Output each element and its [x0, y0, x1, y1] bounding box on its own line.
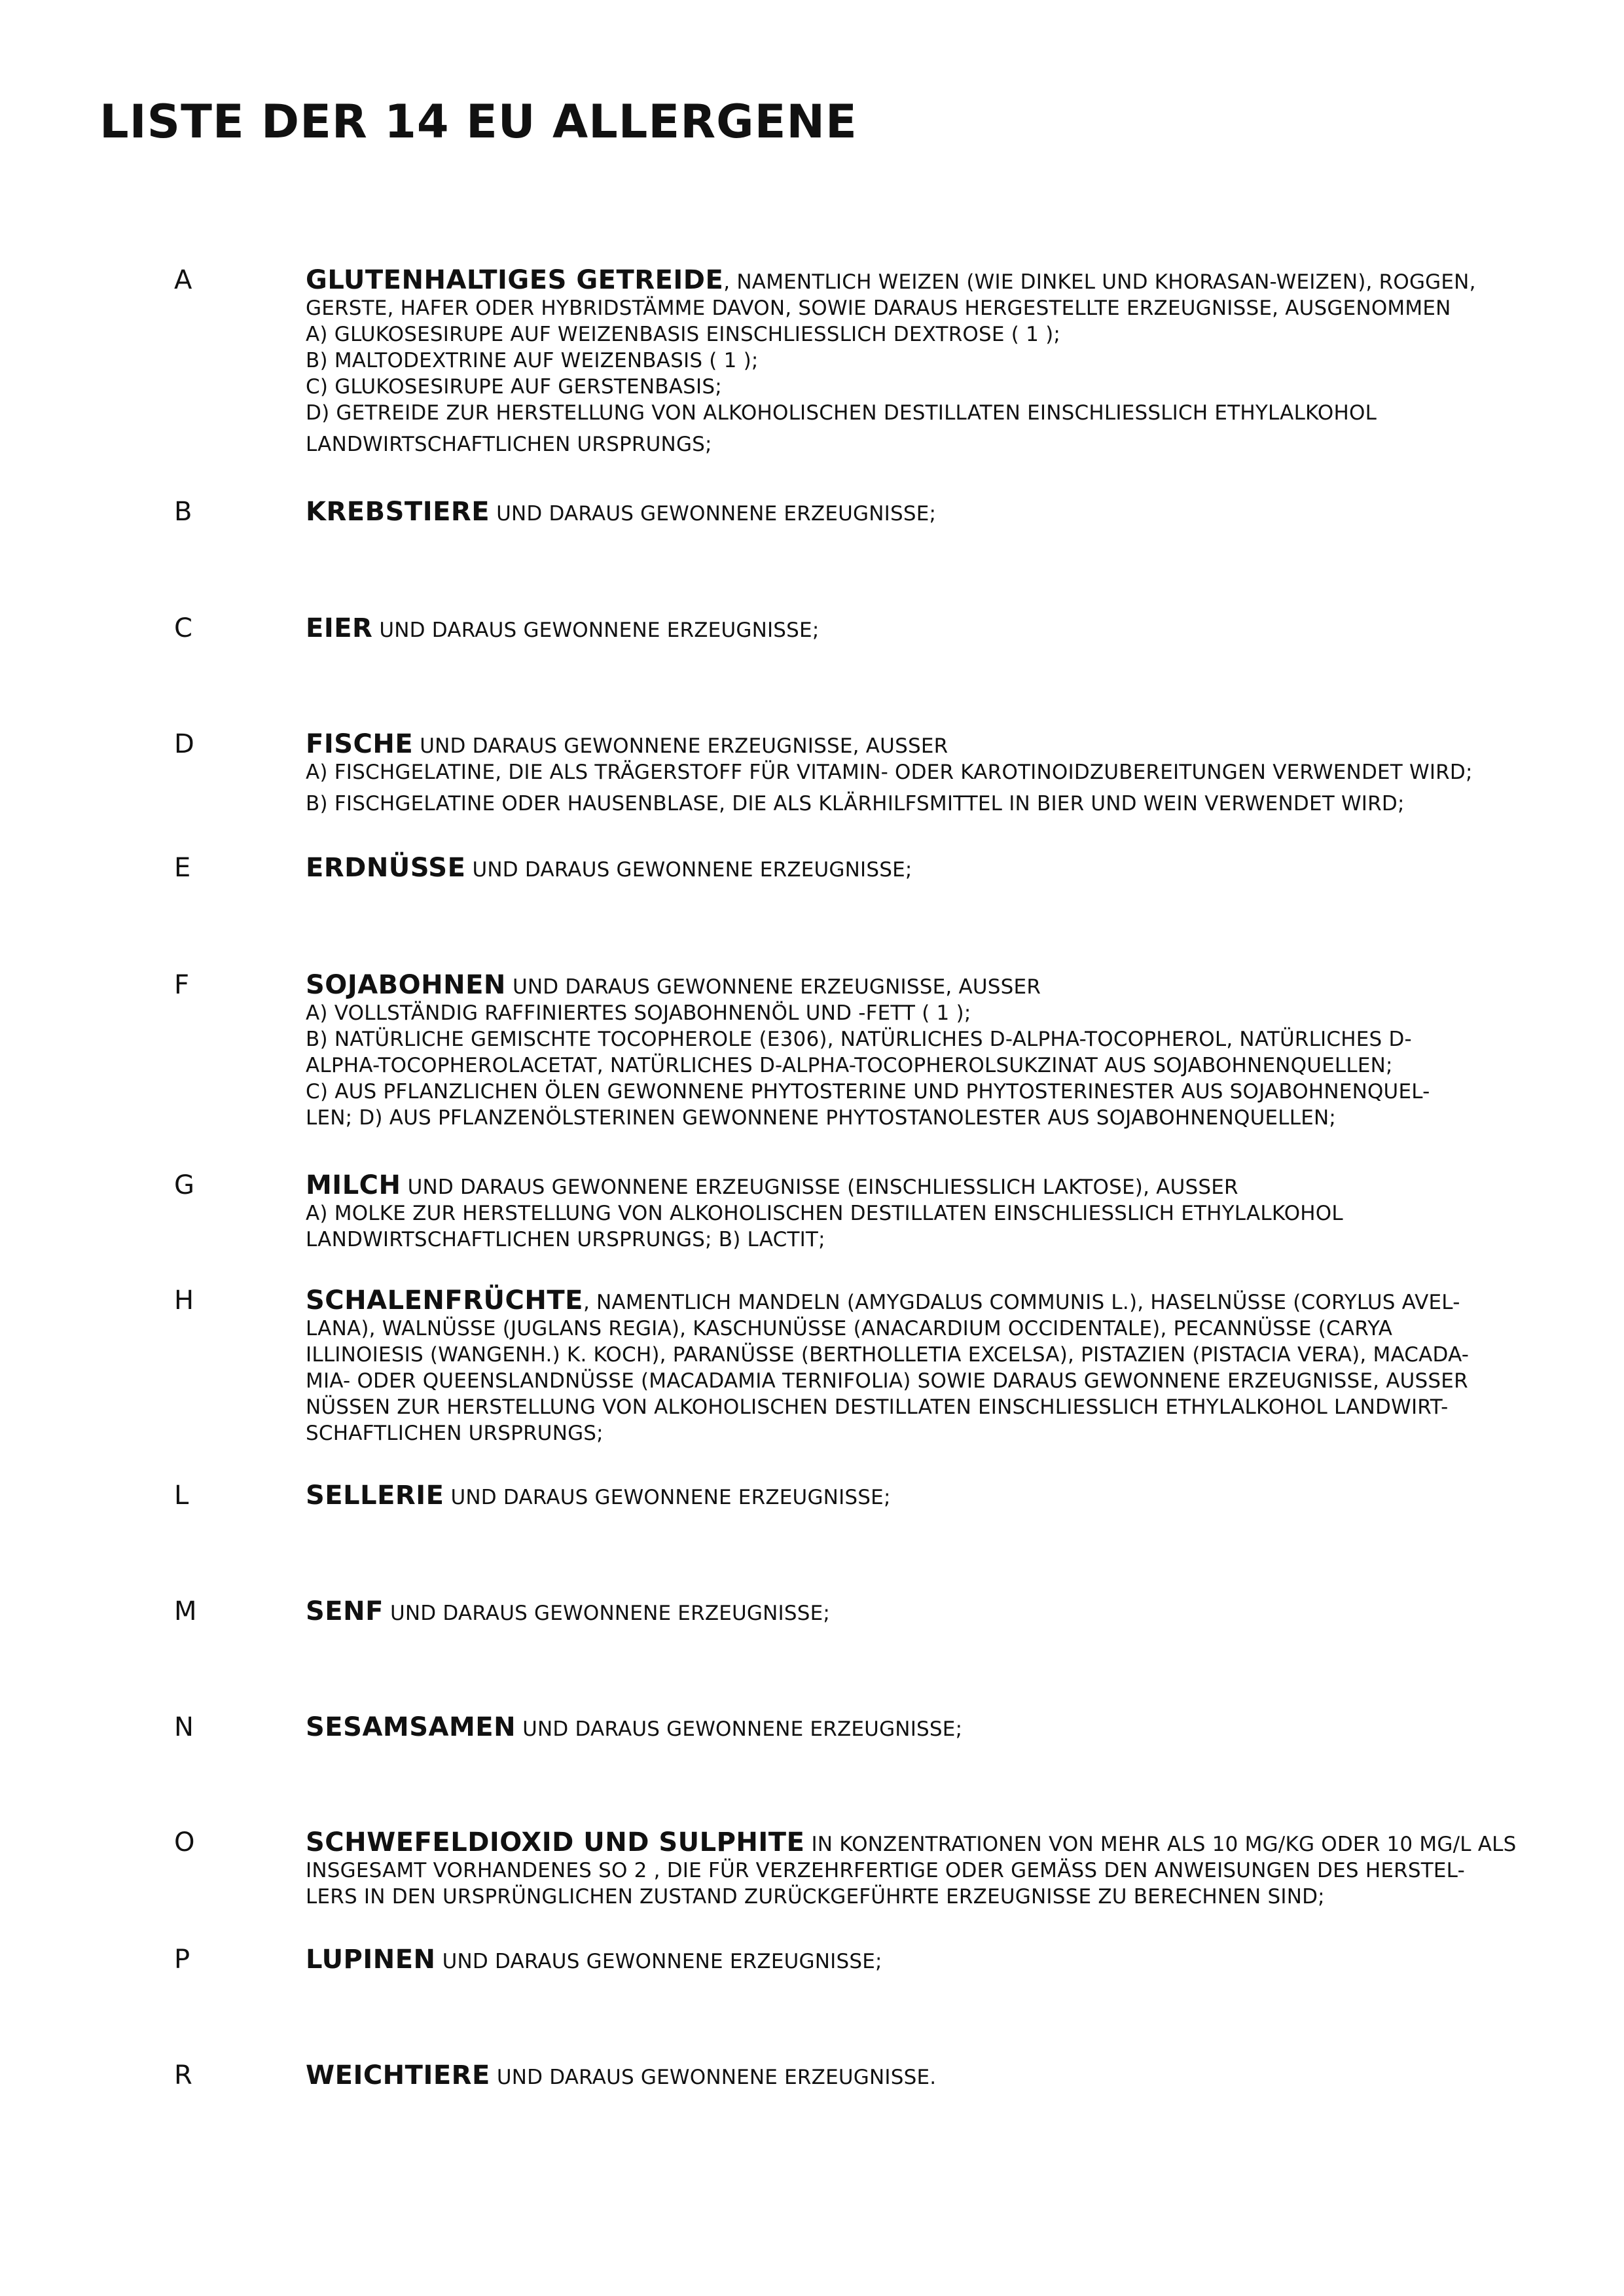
- allergen-name: ERDNÜSSE: [306, 853, 466, 883]
- allergen-first-line: [306, 265, 1476, 295]
- allergen-letter: G: [174, 1170, 194, 1200]
- allergen-description: [306, 855, 1471, 883]
- allergen-first-line: [306, 1482, 1471, 1511]
- allergen-detail-line: LANDWIRTSCHAFTLICHEN URSPRUNGS;: [306, 433, 712, 456]
- allergen-name: SOJABOHNEN: [306, 970, 506, 1000]
- allergen-first-text: UND DARAUS GEWONNENE ERZEUGNISSE;: [490, 502, 937, 526]
- allergen-first-text: UND DARAUS GEWONNENE ERZEUGNISSE;: [444, 1486, 891, 1509]
- allergen-description: [306, 1827, 1517, 1910]
- allergen-description: [306, 1714, 1471, 1742]
- allergen-letter: L: [174, 1480, 189, 1511]
- allergen-name: SENF: [306, 1596, 384, 1626]
- allergen-letter: N: [174, 1712, 194, 1742]
- allergen-description: [306, 1287, 1471, 1446]
- allergen-description: [306, 2062, 1471, 2090]
- allergen-letter: E: [174, 853, 191, 883]
- allergen-detail-line: ILLINOIESIS (WANGENH.) K. KOCH), PARANÜSSE (BERTHOLLETIA EXCELSA), PISTAZIEN (PISTACIA VERA), MACADA-: [306, 1343, 1470, 1367]
- allergen-name: SCHALENFRÜCHTE: [306, 1285, 583, 1316]
- allergen-first-line: [306, 1287, 1471, 1316]
- allergen-description: [306, 1946, 1471, 1975]
- allergen-letter: P: [174, 1945, 190, 1975]
- allergen-name: MILCH: [306, 1170, 401, 1200]
- allergen-detail-line: A) MOLKE ZUR HERSTELLUNG VON ALKOHOLISCHEN DESTILLATEN EINSCHLIESSLICH ETHYLALKOHOL: [306, 1202, 1343, 1225]
- allergen-first-line: [306, 1172, 1471, 1200]
- allergen-first-line: [306, 2062, 1471, 2090]
- allergen-detail-line: LANDWIRTSCHAFTLICHEN URSPRUNGS; B) LACTIT;: [306, 1228, 825, 1251]
- allergen-first-text: UND DARAUS GEWONNENE ERZEUGNISSE;: [516, 1717, 963, 1741]
- allergen-first-line: [306, 972, 1471, 1000]
- allergen-detail-line: INSGESAMT VORHANDENES SO 2 , DIE FÜR VERZEHRFERTIGE ODER GEMÄSS DEN ANWEISUNGEN DES HERSTEL-: [306, 1859, 1465, 1882]
- allergen-letter: B: [174, 497, 192, 527]
- allergen-detail-line: GERSTE, HAFER ODER HYBRIDSTÄMME DAVON, SOWIE DARAUS HERGESTELLTE ERZEUGNISSE, AUSGENOMMEN: [306, 296, 1451, 320]
- allergen-name: GLUTENHALTIGES GETREIDE: [306, 265, 724, 295]
- allergen-detail-line: A) GLUKOSESIRUPE AUF WEIZENBASIS EINSCHLIESSLICH DEXTROSE ( 1 );: [306, 323, 1061, 346]
- allergen-detail-line: LEN; D) AUS PFLANZENÖLSTERINEN GEWONNENE PHYTOSTANOLESTER AUS SOJABOHNENQUELLEN;: [306, 1106, 1337, 1130]
- allergen-description: [306, 1598, 1471, 1626]
- allergen-first-line: [306, 731, 1471, 759]
- allergen-letter: R: [174, 2060, 192, 2090]
- allergen-detail-line: D) GETREIDE ZUR HERSTELLUNG VON ALKOHOLISCHEN DESTILLATEN EINSCHLIESSLICH ETHYLALKOHOL: [306, 401, 1377, 425]
- allergen-first-text: UND DARAUS GEWONNENE ERZEUGNISSE;: [465, 858, 912, 882]
- page-title: LISTE DER 14 EU ALLERGENE: [99, 95, 857, 149]
- allergen-name: LUPINEN: [306, 1945, 436, 1975]
- allergen-description: [306, 265, 1476, 457]
- allergen-first-text: UND DARAUS GEWONNENE ERZEUGNISSE.: [490, 2066, 937, 2089]
- allergen-first-line: [306, 1827, 1517, 1857]
- allergen-detail-line: LANA), WALNÜSSE (JUGLANS REGIA), KASCHUNÜSSE (ANACARDIUM OCCIDENTALE), PECANNÜSSE (CARYA: [306, 1317, 1393, 1340]
- allergen-detail-line: ALPHA-TOCOPHEROLACETAT, NATÜRLICHES D-ALPHA-TOCOPHEROLSUKZINAT AUS SOJABOHNENQUELLEN;: [306, 1054, 1393, 1077]
- allergen-first-line: [306, 1714, 1471, 1742]
- allergen-detail-line: C) GLUKOSESIRUPE AUF GERSTENBASIS;: [306, 375, 722, 399]
- allergen-detail-line: B) MALTODEXTRINE AUF WEIZENBASIS ( 1 );: [306, 349, 759, 372]
- allergen-detail-line: B) FISCHGELATINE ODER HAUSENBLASE, DIE ALS KLÄRHILFSMITTEL IN BIER UND WEIN VERWENDET WIRD;: [306, 792, 1405, 816]
- allergen-first-text: UND DARAUS GEWONNENE ERZEUGNISSE, AUSSER: [505, 975, 1041, 999]
- allergen-detail-line: LERS IN DEN URSPRÜNGLICHEN ZUSTAND ZURÜCKGEFÜHRTE ERZEUGNISSE ZU BERECHNEN SIND;: [306, 1885, 1325, 1909]
- allergen-first-text: IN KONZENTRATIONEN VON MEHR ALS 10 MG/KG ODER 10 MG/L ALS: [804, 1833, 1517, 1856]
- allergen-first-text: UND DARAUS GEWONNENE ERZEUGNISSE (EINSCHLIESSLICH LAKTOSE), AUSSER: [401, 1175, 1238, 1199]
- allergen-detail-line: NÜSSEN ZUR HERSTELLUNG VON ALKOHOLISCHEN DESTILLATEN EINSCHLIESSLICH ETHYLALKOHOL LANDWIRT-: [306, 1395, 1449, 1419]
- allergen-description: [306, 615, 1471, 643]
- allergen-letter: M: [174, 1596, 197, 1626]
- allergen-letter: D: [174, 729, 194, 759]
- allergen-letter: A: [174, 265, 192, 295]
- allergen-letter: F: [174, 970, 190, 1000]
- allergen-first-line: [306, 1598, 1471, 1626]
- allergen-description: [306, 1172, 1471, 1253]
- allergen-detail-line: MIA- ODER QUEENSLANDNÜSSE (MACADAMIA TERNIFOLIA) SOWIE DARAUS GEWONNENE ERZEUGNISSE, AUSSER: [306, 1369, 1468, 1393]
- allergen-name: FISCHE: [306, 729, 414, 759]
- allergen-first-text: UND DARAUS GEWONNENE ERZEUGNISSE, AUSSER: [413, 734, 948, 758]
- allergen-description: [306, 1482, 1471, 1511]
- allergen-detail-line: A) FISCHGELATINE, DIE ALS TRÄGERSTOFF FÜR VITAMIN- ODER KAROTINOIDZUBEREITUNGEN VERWENDET WIRD;: [306, 761, 1473, 784]
- allergen-detail-line: A) VOLLSTÄNDIG RAFFINIERTES SOJABOHNENÖL UND -FETT ( 1 );: [306, 1001, 971, 1025]
- allergen-first-text: UND DARAUS GEWONNENE ERZEUGNISSE;: [372, 619, 820, 642]
- allergen-first-text: , NAMENTLICH WEIZEN (WIE DINKEL UND KHORASAN-WEIZEN), ROGGEN,: [723, 270, 1476, 294]
- allergen-description: [306, 499, 1471, 527]
- allergen-letter: O: [174, 1827, 195, 1857]
- allergen-name: WEICHTIERE: [306, 2060, 490, 2090]
- allergen-detail-line: C) AUS PFLANZLICHEN ÖLEN GEWONNENE PHYTOSTERINE UND PHYTOSTERINESTER AUS SOJABOHNENQUEL-: [306, 1080, 1430, 1103]
- allergen-name: KREBSTIERE: [306, 497, 490, 527]
- allergen-detail-line: B) NATÜRLICHE GEMISCHTE TOCOPHEROLE (E306), NATÜRLICHES D-ALPHA-TOCOPHEROL, NATÜRLICHES D-: [306, 1028, 1412, 1051]
- allergen-name: SELLERIE: [306, 1480, 444, 1511]
- allergen-first-line: [306, 1946, 1471, 1975]
- allergen-description: [306, 972, 1471, 1131]
- allergen-letter: H: [174, 1285, 194, 1316]
- allergen-name: EIER: [306, 613, 373, 643]
- allergen-first-text: , NAMENTLICH MANDELN (AMYGDALUS COMMUNIS L.), HASELNÜSSE (CORYLUS AVEL-: [583, 1291, 1460, 1314]
- allergen-first-text: UND DARAUS GEWONNENE ERZEUGNISSE;: [383, 1602, 831, 1625]
- allergen-first-text: UND DARAUS GEWONNENE ERZEUGNISSE;: [435, 1950, 882, 1973]
- allergen-first-line: [306, 615, 1471, 643]
- allergen-name: SCHWEFELDIOXID UND SULPHITE: [306, 1827, 805, 1857]
- allergen-description: [306, 731, 1471, 817]
- allergen-detail-line: SCHAFTLICHEN URSPRUNGS;: [306, 1422, 604, 1445]
- allergen-letter: C: [174, 613, 192, 643]
- allergen-name: SESAMSAMEN: [306, 1712, 516, 1742]
- allergen-first-line: [306, 855, 1471, 883]
- allergen-first-line: [306, 499, 1471, 527]
